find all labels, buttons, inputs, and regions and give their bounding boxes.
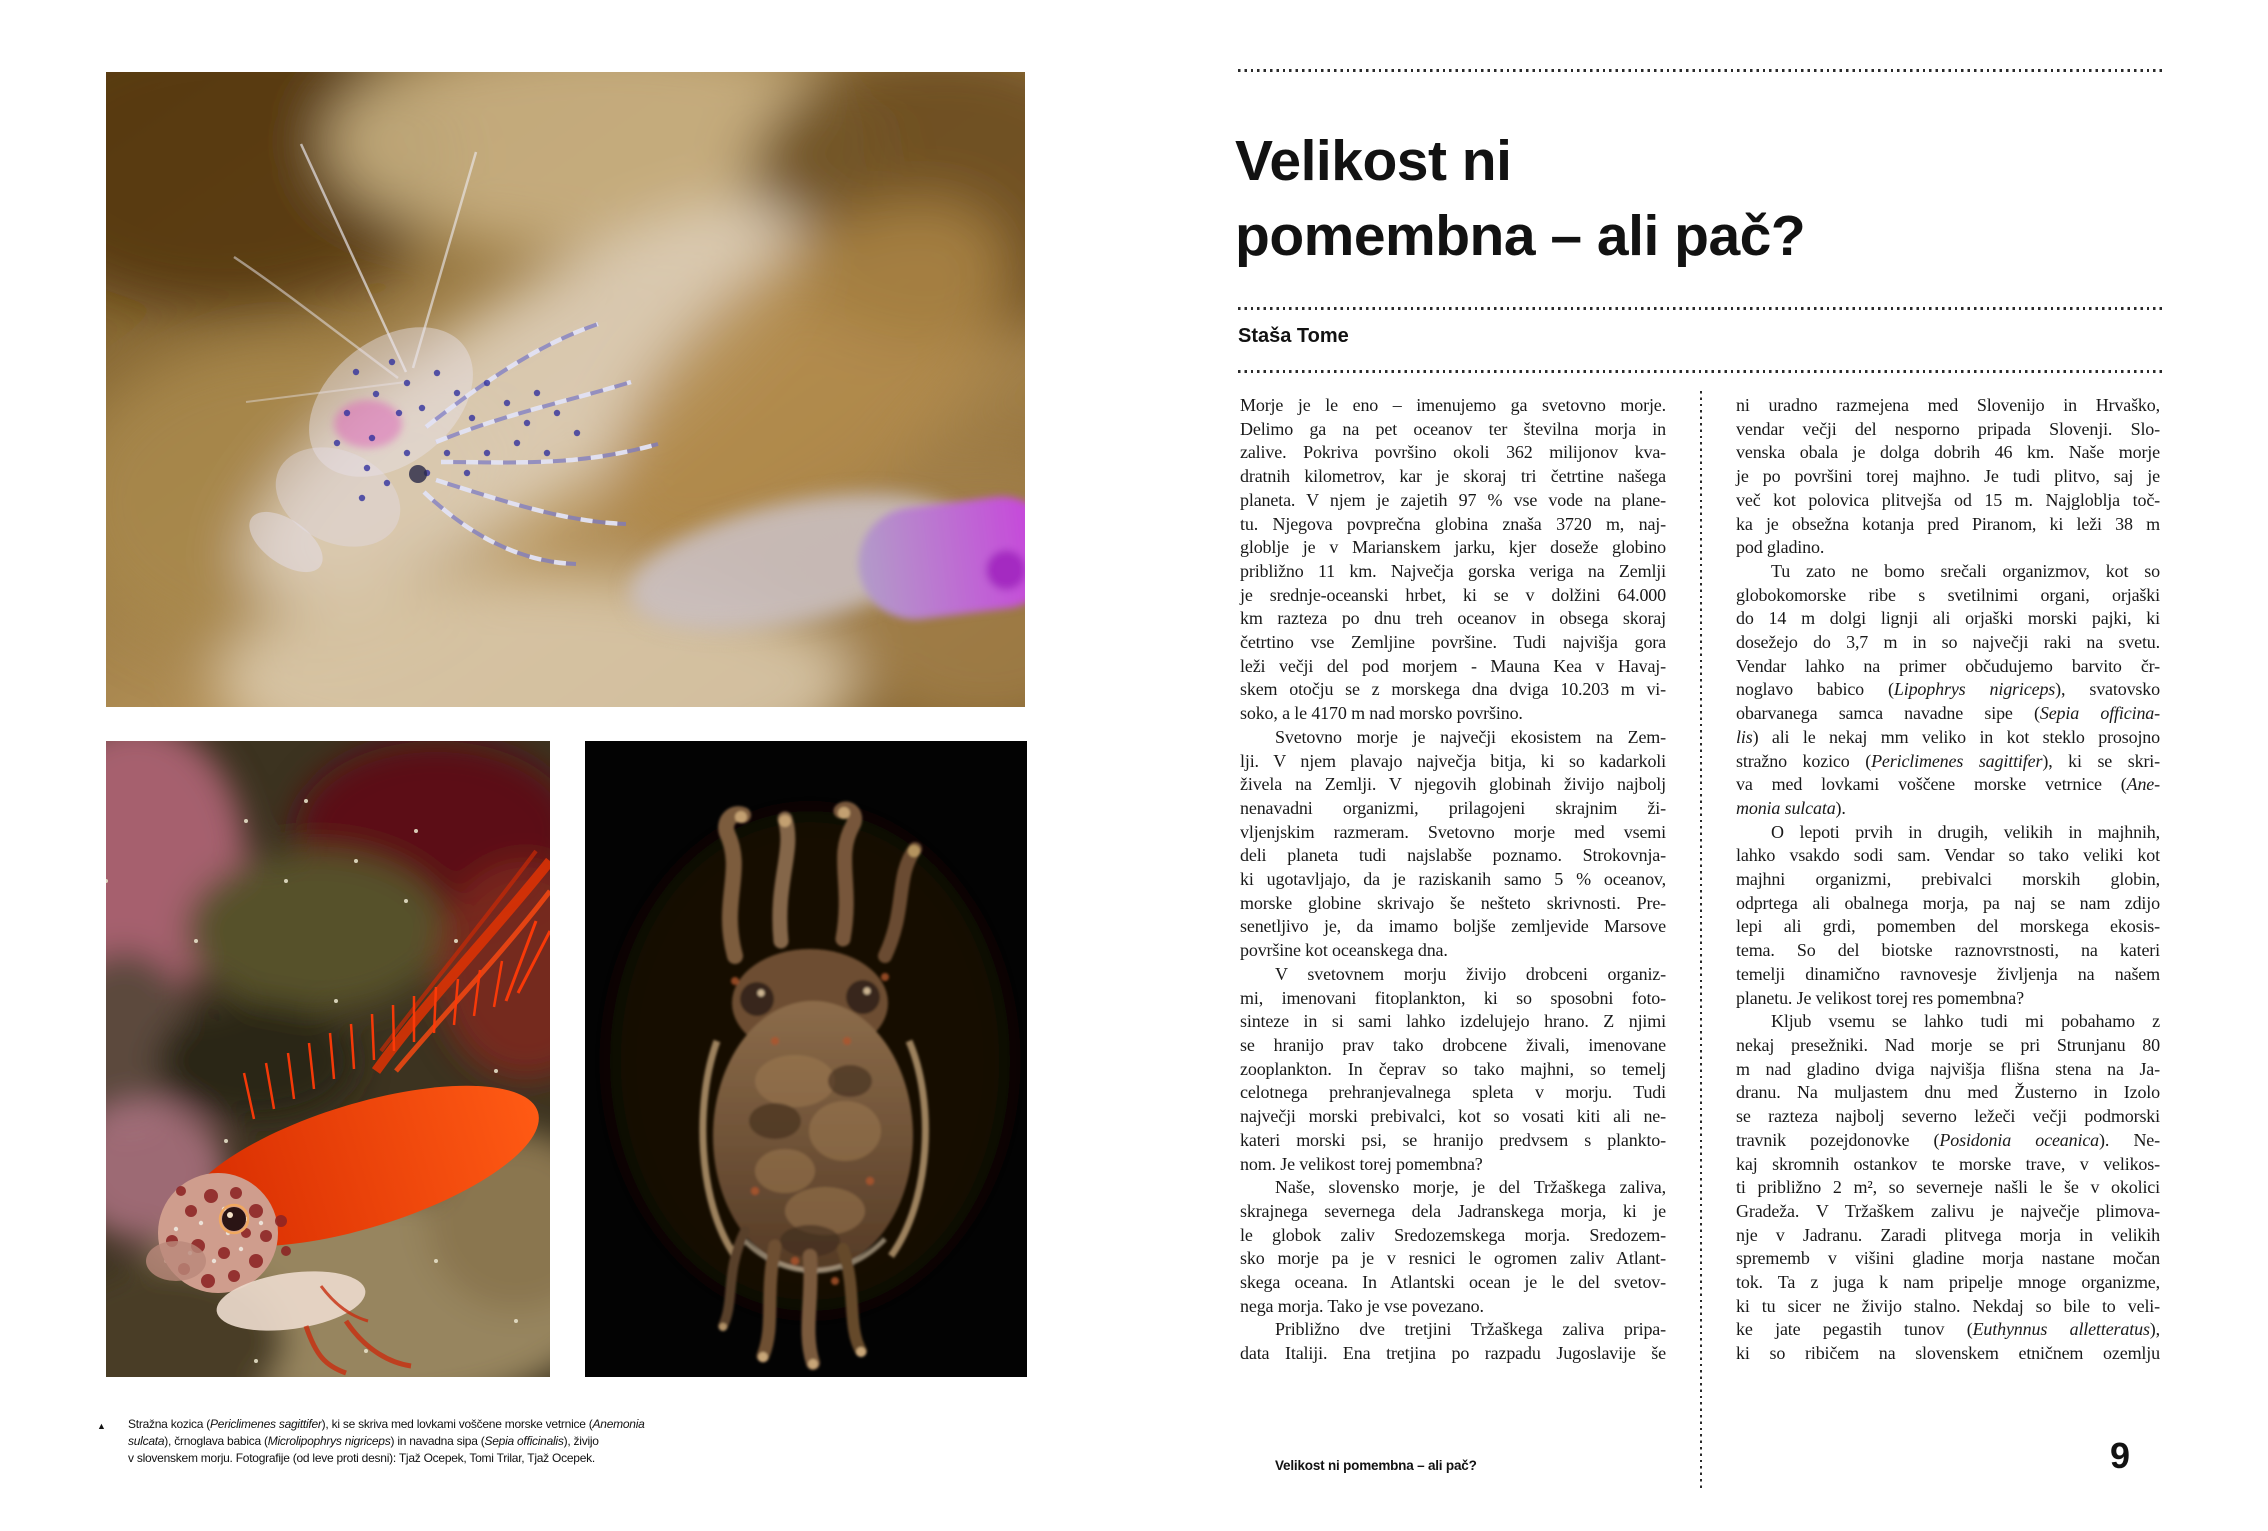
page-number: 9 <box>2110 1435 2131 1476</box>
article-line: zalive. Pokriva površino okoli 362 milijonov kva- <box>1240 442 1666 463</box>
article-line: sko morje pa je v resnici le ogromen zaliv Atlant- <box>1240 1248 1666 1269</box>
article-line: nenavadni organizmi, prilagojeni skrajnim ži- <box>1240 797 1666 818</box>
article-line: ki ugotavljajo, da je raziskanih samo 5 % oceanov, <box>1240 869 1666 890</box>
photo-shrimp-on-anemone <box>106 72 1025 707</box>
article-line: dranu. Na muljastem dnu med Žusterno in Izolo <box>1736 1082 2160 1103</box>
article-line: sinteze in si sami lahko izdelujejo hrano. Z njimi <box>1240 1011 1666 1032</box>
running-footer: Velikost ni pomembna – ali pač? <box>1275 1458 1477 1473</box>
article-line: mi, imenovani fitoplankton, ki so sposobni foto- <box>1240 987 1666 1008</box>
article-line: sprememb v višini gladine morja nastane močan <box>1736 1248 2160 1269</box>
article-line: tema. So del biotske raznovrstnosti, na kateri <box>1736 940 2160 961</box>
author-bottom-rule <box>1238 370 2162 373</box>
article-line: ni uradno razmejena med Slovenijo in Hrvaško, <box>1736 395 2160 415</box>
article-line: Naše, slovensko morje, je del Tržaškega zaliva, <box>1275 1177 1666 1198</box>
article-line: četrtino vse Zemljine površine. Tudi najvišja gora <box>1240 632 1666 653</box>
article-line: venska obala je dolga dobrih 46 km. Naše morje <box>1736 442 2160 463</box>
article-line: O lepoti prvih in drugih, velikih in majhnih, <box>1771 821 2160 842</box>
article-line: stražno kozico (Periclimenes sagittifer), ki se skri- <box>1736 750 2160 771</box>
article-line: Približno dve tretjini Tržaškega zaliva pripa- <box>1275 1319 1666 1340</box>
article-line: lis) ali le nekaj mm veliko in kot steklo prosojno <box>1736 726 2160 747</box>
article-line: majhni organizmi, prebivalci morskih globin, <box>1736 869 2160 890</box>
article-line: je po površini torej majhno. Je tudi plitvo, saj je <box>1736 466 2160 487</box>
article-line: vljenjskim razmeram. Svetovno morje med vsemi <box>1240 821 1666 842</box>
article-line: površine kot oceanskega dna. <box>1240 940 1448 961</box>
article-line: odprtega ali obalnega morja, pa naj se nam zdijo <box>1736 892 2160 913</box>
article-line: nom. Je velikost torej pomembna? <box>1240 1153 1483 1174</box>
article-line: Morje je le eno – imenujemo ga svetovno morje. <box>1240 395 1666 415</box>
article-line: ki so ribičem na slovenskem etničnem ozemlju <box>1736 1343 2160 1364</box>
article-line: leži večji del pod morjem - Mauna Kea v Havaj- <box>1240 655 1666 676</box>
article-line: celotnega prehranjevalnega spleta v morju. Tudi <box>1240 1082 1666 1103</box>
article-line: dratnih kilometrov, kar je skoraj tri četrtine našega <box>1240 466 1666 487</box>
article-line: m nad gladino dviga najvišja flišna stena na Ja- <box>1736 1058 2160 1079</box>
column-divider-rule <box>1700 391 1702 1489</box>
photo-cuttlefish <box>585 741 1027 1377</box>
caption-line: v slovenskem morju. Fotografije (od leve proti desni): Tjaž Ocepek, Tomi Trilar, Tjaž Ocepek. <box>128 1451 595 1465</box>
article-line: V svetovnem morju živijo drobceni organiz- <box>1275 963 1666 984</box>
article-line: Kljub vsemu se lahko tudi mi pobahamo z <box>1771 1011 2160 1032</box>
article-line: ke jate pegastih tunov (Euthynnus alletteratus), <box>1736 1319 2160 1340</box>
article-line: lahko vsakdo sodi sam. Vendar so tako veliki kot <box>1736 845 2160 866</box>
caption-triangle-icon: ▲ <box>97 1421 106 1431</box>
article-line: pod gladino. <box>1736 537 1825 558</box>
article-line: km razteza po dnu treh oceanov in obsega skoraj <box>1240 608 1666 629</box>
article-line: globlje je v Marianskem jarku, kjer doseže globino <box>1240 537 1666 558</box>
article-line: skega oceana. In Atlantski ocean je le del svetov- <box>1240 1272 1666 1293</box>
article-line: tu. Njegova povprečna globina znaša 3720 m, naj- <box>1240 513 1666 534</box>
article-line: se hranijo prav tako drobcene živali, imenovane <box>1240 1034 1666 1055</box>
photo-red-blenny <box>106 741 550 1377</box>
article-line: temelji dinamično ravnovesje življenja na našem <box>1736 963 2160 984</box>
article-line: senetljivo je, da imamo boljše zemljevide Marsove <box>1240 916 1666 937</box>
header-top-rule <box>1238 69 2162 72</box>
article-line: travnik pozejdonovke (Posidonia oceanica). Ne- <box>1736 1129 2160 1150</box>
article-line: Tu zato ne bomo srečali organizmov, kot so <box>1771 560 2160 581</box>
article-line: Delimo ga na pet oceanov ter številna morja in <box>1240 418 1666 439</box>
caption-line: Stražna kozica (Periclimenes sagittifer), ki se skriva med lovkami voščene morske vetrnice (Anemonia <box>128 1417 645 1431</box>
article-line: va med lovkami voščene morske vetrnice (Ane- <box>1736 774 2160 795</box>
article-line: živela na Zemlji. V njegovih globinah živijo najbolj <box>1240 774 1666 795</box>
article-line: kateri morski psi, se hranijo predvsem s plankto- <box>1240 1129 1666 1150</box>
article-line: je srednje-oceanski hrbet, ki se v dolžini 64.000 <box>1240 584 1666 605</box>
photo-caption <box>97 1416 717 1467</box>
article-line: ka je obsežna kotanja pred Piranom, ki leži 38 m <box>1736 513 2160 534</box>
article-line: Gradeža. V Tržaškem zalivu je največje plimova- <box>1736 1200 2160 1221</box>
article-line: več kot polovica plitvejša od 15 m. Najgloblja toč- <box>1736 489 2160 510</box>
article-line: le globok zaliv Sredozemskega morja. Sredozem- <box>1240 1224 1666 1245</box>
article-line: globokomorske ribe s svetilnimi organi, orjaški <box>1736 584 2160 605</box>
article-line: obarvanega samca navadne sipe (Sepia officina- <box>1736 703 2160 724</box>
article-line: zooplankton. In čeprav so tako majhni, so temelj <box>1240 1058 1666 1079</box>
article-line: deli planeta tudi najslabše poznamo. Strokovnja- <box>1240 845 1666 866</box>
article-line: ki tu sicer ne živijo stalno. Nekdaj so bile to veli- <box>1736 1295 2160 1316</box>
article-line: vendar večji del nesporno pripada Slovenji. Slo- <box>1736 418 2160 439</box>
article-line: skrajnega severnega dela Jadranskega morja, ki je <box>1240 1200 1666 1221</box>
cuttlefish-image <box>585 741 1027 1377</box>
article-line: tok. Ta z juga k nam pripelje mnoge organizme, <box>1736 1272 2160 1293</box>
article-line: nekaj presežniki. Nad morje se pri Strunjanu 80 <box>1736 1034 2160 1055</box>
red-blenny-image <box>106 741 550 1377</box>
article-column-1 <box>1240 394 1666 1366</box>
article-line: soko, a le 4170 m nad morsko površino. <box>1240 703 1523 724</box>
article-line: noglavo babico (Lipophrys nigriceps), svatovsko <box>1736 679 2160 700</box>
article-line: Vendar lahko na primer občudujemo barvito čr- <box>1736 655 2160 676</box>
article-line: dosežejo do 3,7 m in so največji raki na svetu. <box>1736 632 2160 653</box>
author-name: Staša Tome <box>1238 325 1349 347</box>
article-line: data Italiji. Ena tretjina po razpadu Jugoslavije še <box>1240 1343 1666 1364</box>
article-title <box>1235 124 1805 274</box>
author-top-rule <box>1238 307 2162 310</box>
article-line: največji morski prebivalci, kot so vosati kiti ali ne- <box>1240 1106 1666 1127</box>
article-column-2 <box>1736 394 2160 1366</box>
article-line: lepi ali grdi, pomemben del morskega ekosis- <box>1736 916 2160 937</box>
shrimp-on-anemone-image <box>106 72 1025 707</box>
article-line: skem otočju se z morskega dna dviga 10.203 m vi- <box>1240 679 1666 700</box>
article-line: kaj skromnih ostankov te morske trave, v velikos- <box>1736 1153 2160 1174</box>
article-line: Svetovno morje je največji ekosistem na Zem- <box>1275 726 1666 747</box>
article-line: planetu. Je velikost torej res pomembna? <box>1736 987 2024 1008</box>
article-line: nje v Jadranu. Zaradi plitvega morja in velikih <box>1736 1224 2160 1245</box>
article-title-line1: Velikost ni <box>1235 129 1512 194</box>
article-line: morske globine skrivajo še nešteto skrivnosti. Pre- <box>1240 892 1666 913</box>
article-line: lji. V njem plavajo največja bitja, ki so kadarkoli <box>1240 750 1666 771</box>
article-line: ti približno 2 m², so severneje našli le še v okolici <box>1736 1177 2160 1198</box>
caption-line: sulcata), črnoglava babica (Microlipophrys nigriceps) in navadna sipa (Sepia officinalis), živijo <box>128 1434 599 1448</box>
caption-text <box>128 1416 717 1467</box>
article-title-line2: pomembna – ali pač? <box>1235 204 1806 269</box>
article-line: se razteza najbolj severno ležeči večji podmorski <box>1736 1106 2160 1127</box>
article-line: približno 11 km. Največja gorska veriga na Zemlji <box>1240 560 1666 581</box>
article-line: planeta. V njem je zajetih 97 % vse vode na plane- <box>1240 489 1666 510</box>
article-line: nega morja. Tako je vse povezano. <box>1240 1295 1484 1316</box>
article-line: monia sulcata). <box>1736 797 1846 818</box>
article-line: do 14 m dolgi lignji ali orjaški morski pajki, ki <box>1736 608 2160 629</box>
